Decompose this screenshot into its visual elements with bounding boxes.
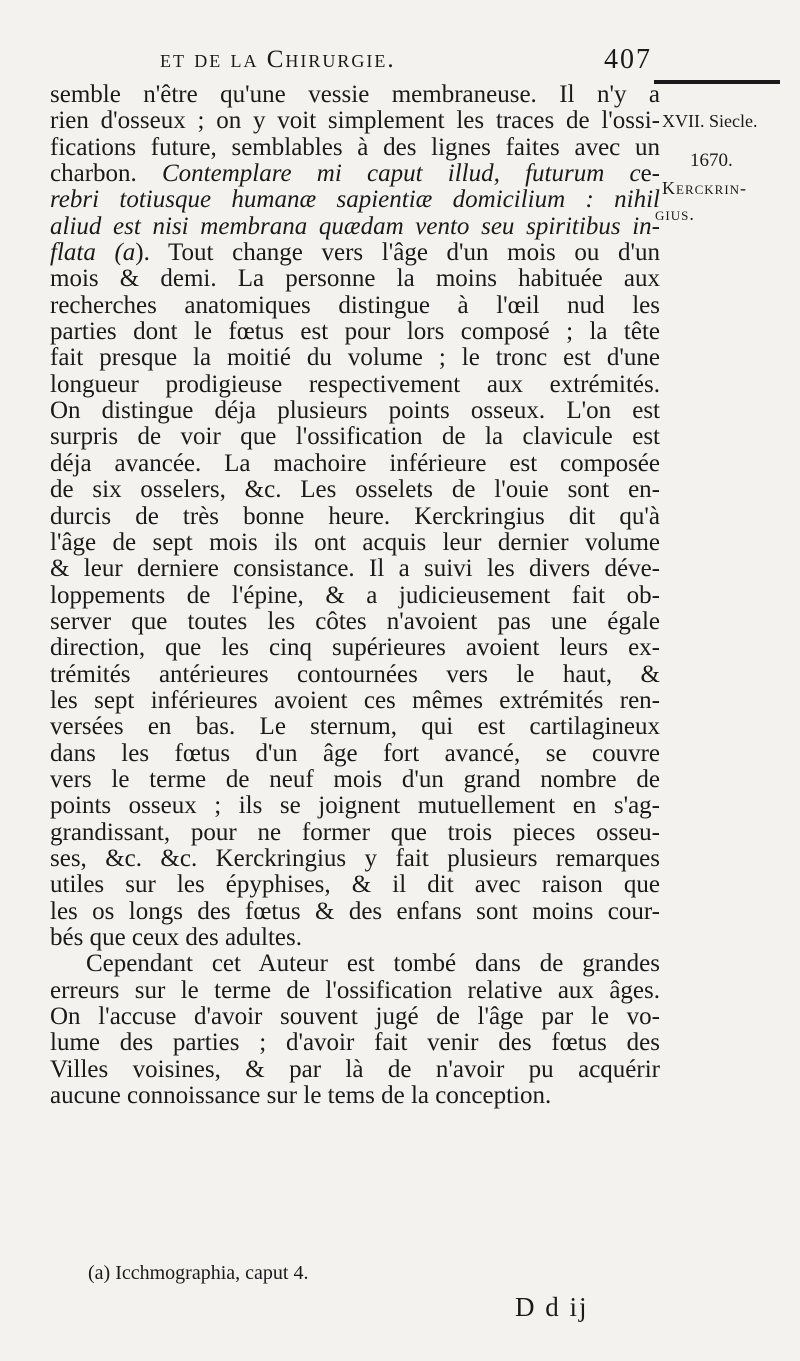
margin-note-century: XVII. Siecle. (662, 111, 758, 131)
text-line: mois & demi. La personne la moins habituée aux (50, 265, 660, 293)
text-line: aucune connoissance sur le tems de la conception. (50, 1082, 552, 1110)
page-number: 407 (604, 44, 652, 75)
text-line: grandissant, pour ne former que trois pieces osseu- (50, 818, 660, 846)
text-line: utiles sur les épyphises, & il dit avec raison que (50, 871, 660, 899)
text-line: ses, &c. &c. Kerckringius y fait plusieurs remarques (50, 844, 660, 872)
text-line: les sept inférieures avoient ces mêmes extrémités ren- (50, 686, 660, 714)
text-line: Cependant cet Auteur est tombé dans de grandes (86, 950, 660, 978)
text-line: recherches anatomiques distingue à l'œil nud les (50, 291, 660, 319)
text-line: charbon. Contemplare mi caput illud, futurum ce- (50, 160, 660, 188)
text-line: les os longs des fœtus & des enfans sont moins cour- (50, 897, 660, 925)
text-line: rebri totiusque humanæ sapientiæ domicilium : nihil (50, 186, 660, 214)
text-line: dans les fœtus d'un âge fort avancé, se couvre (50, 739, 660, 767)
text-line: durcis de très bonne heure. Kerckringius dit qu'à (50, 502, 660, 530)
signature-mark: D d ij (515, 1292, 589, 1322)
text-line: loppements de l'épine, & a judicieusement fait ob- (50, 581, 660, 609)
text-line: erreurs sur le terme de l'ossification relative aux âges. (50, 976, 660, 1004)
text-line: server que toutes les côtes n'avoient pas une égale (50, 607, 660, 635)
text-line: direction, que les cinq supérieures avoient leurs ex- (50, 634, 660, 662)
margin-rule (654, 80, 780, 84)
text-line: parties dont le fœtus est pour lors composé ; la tête (50, 318, 660, 346)
footnote: (a) Icchmographia, caput 4. (88, 1262, 309, 1284)
text-line: de six osselers, &c. Les osselets de l'ouie sont en- (50, 476, 660, 504)
margin-note-name-1: Kerckrin- (662, 178, 748, 198)
text-line: On l'accuse d'avoir souvent jugé de l'âge par le vo- (50, 1003, 660, 1031)
text-line: fications future, semblables à des lignes faites avec un (50, 133, 660, 161)
text-line: aliud est nisi membrana quædam vento seu spiritibus in- (50, 212, 660, 240)
text-line: trémités antérieures contournées vers le haut, & (50, 660, 660, 688)
text-line: & leur derniere consistance. Il a suivi les divers déve- (50, 555, 660, 583)
margin-note-name-2: gius. (655, 204, 695, 224)
text-line: versées en bas. Le sternum, qui est cartilagineux (50, 713, 660, 741)
text-line: l'âge de sept mois ils ont acquis leur dernier volume (50, 528, 660, 556)
text-line: longueur prodigieuse respectivement aux extrémités. (50, 370, 660, 398)
text-line: bés que ceux des adultes. (50, 924, 303, 951)
running-header (160, 40, 660, 80)
text-line: déja avancée. La machoire inférieure est composée (50, 449, 660, 477)
text-line: vers le terme de neuf mois d'un grand nombre de (50, 765, 660, 793)
text-line: rien d'osseux ; on y voit simplement les traces de l'ossi- (50, 107, 660, 135)
text-line: lume des parties ; d'avoir fait venir des fœtus des (50, 1029, 660, 1057)
body-text (50, 82, 660, 1109)
text-line: semble n'être qu'une vessie membraneuse. Il n'y a (50, 81, 660, 108)
margin-note-year: 1670. (690, 150, 733, 171)
text-line: surpris de voir que l'ossification de la clavicule est (50, 423, 660, 451)
text-line: flata (a). Tout change vers l'âge d'un mois ou d'un (50, 239, 660, 267)
running-title: et de la Chirurgie. (160, 46, 396, 73)
text-line: points osseux ; ils se joignent mutuellement en s'ag- (50, 792, 660, 820)
text-line: Villes voisines, & par là de n'avoir pu acquérir (50, 1055, 660, 1083)
text-line: On distingue déja plusieurs points osseux. L'on est (50, 397, 660, 425)
text-line: fait presque la moitié du volume ; le tronc est d'une (50, 344, 660, 372)
